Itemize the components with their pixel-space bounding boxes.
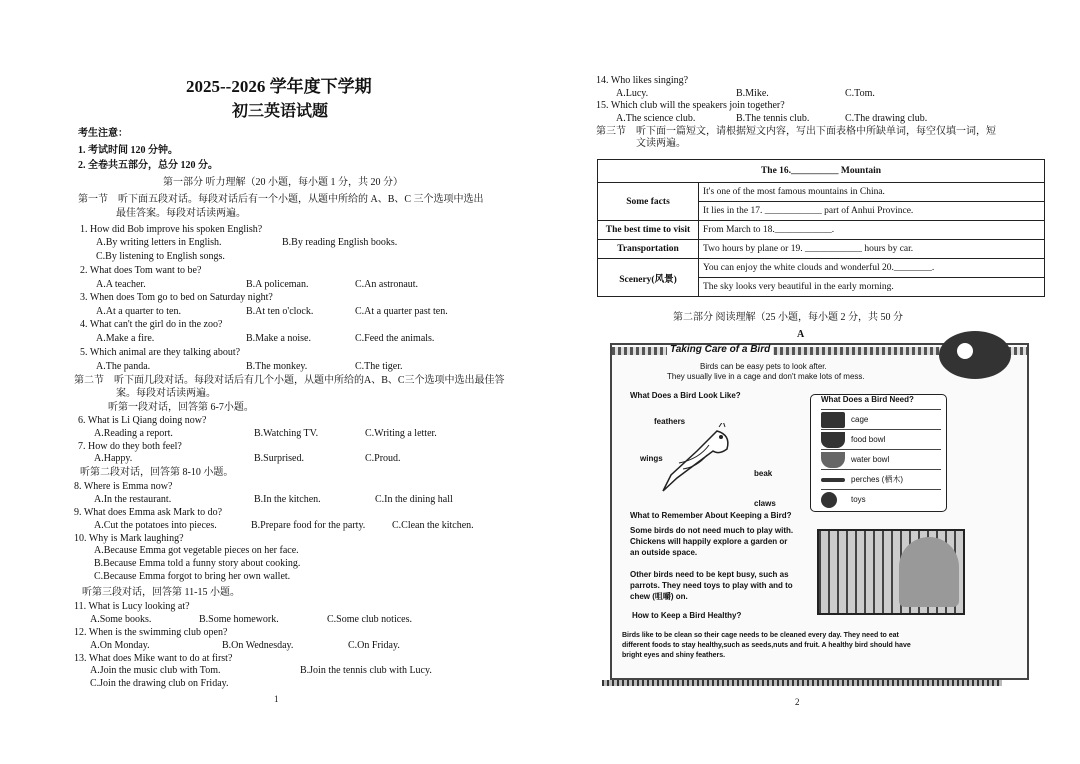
question: 11. What is Lucy looking at? xyxy=(74,601,190,612)
label-beak: beak xyxy=(754,469,773,478)
notice-item: 1. 考试时间 120 分钟。 xyxy=(78,145,178,156)
table-label: Scenery(风景) xyxy=(598,259,699,297)
parrot-illustration-icon xyxy=(657,423,737,493)
option: A.Lucy. xyxy=(616,88,649,99)
table-label: Transportation xyxy=(598,240,699,259)
remember-text: parrots. They need toys to play with and to xyxy=(630,581,793,590)
list-item xyxy=(821,469,941,490)
section-instructions: 最佳答案。每段对话读两遍。 xyxy=(116,208,246,219)
option: C.Clean the kitchen. xyxy=(392,520,474,531)
option: C.Writing a letter. xyxy=(365,428,437,439)
cage-icon xyxy=(821,412,845,428)
question: 12. When is the swimming club open? xyxy=(74,627,228,638)
label-feathers: feathers xyxy=(654,417,686,426)
question: 1. How did Bob improve his spoken English? xyxy=(80,224,263,235)
option: C.An astronaut. xyxy=(355,279,419,290)
option: C.Feed the animals. xyxy=(355,333,435,344)
remember-heading: What to Remember About Keeping a Bird? xyxy=(630,511,792,520)
option: A.Make a fire. xyxy=(96,333,155,344)
list-item xyxy=(821,429,941,450)
option: B.Some homework. xyxy=(199,614,279,625)
look-heading: What Does a Bird Look Like? xyxy=(630,391,741,400)
healthy-heading: How to Keep a Bird Healthy? xyxy=(632,611,742,620)
need-heading: What Does a Bird Need? xyxy=(821,395,914,404)
table-row xyxy=(598,240,1045,259)
question: 15. Which club will the speakers join together? xyxy=(596,100,785,111)
table-cell: You can enjoy the white clouds and wonderful 20.________. xyxy=(699,259,1045,278)
option: A.Happy. xyxy=(94,453,133,464)
table-cell: It lies in the 17. ____________ part of Anhui Province. xyxy=(699,202,1045,221)
question: 5. Which animal are they talking about? xyxy=(80,347,241,358)
option: A.On Monday. xyxy=(90,640,150,651)
need-label: toys xyxy=(851,495,866,504)
option: A.Reading a report. xyxy=(94,428,173,439)
table-row xyxy=(598,259,1045,278)
section-instructions: 文读两遍。 xyxy=(636,138,686,149)
option: C.By listening to English songs. xyxy=(96,251,225,262)
needs-panel xyxy=(810,394,947,512)
perch-icon xyxy=(821,478,845,482)
option: B.Because Emma told a funny story about cooking. xyxy=(94,558,301,569)
option: B.Make a noise. xyxy=(246,333,311,344)
option: B.Join the tennis club with Lucy. xyxy=(300,665,432,676)
question: 7. How do they both feel? xyxy=(78,441,182,452)
section-instructions: 第三节 听下面一篇短文，请根据短文内容，写出下面表格中所缺单词，每空仅填一词，短 xyxy=(596,126,996,137)
need-label: water bowl xyxy=(851,455,890,464)
option: C.The drawing club. xyxy=(845,113,928,124)
list-item xyxy=(821,449,941,470)
question: 10. Why is Mark laughing? xyxy=(74,533,184,544)
option: B.By reading English books. xyxy=(282,237,398,248)
option: A.Join the music club with Tom. xyxy=(90,665,221,676)
table-cell: It's one of the most famous mountains in China. xyxy=(699,183,1045,202)
table-cell: The sky looks very beautiful in the early morning. xyxy=(699,278,1045,297)
list-item xyxy=(821,409,941,430)
bird-care-poster xyxy=(610,343,1029,680)
passage-letter: A xyxy=(797,329,805,340)
remember-text: Chickens will happily explore a garden or xyxy=(630,537,788,546)
option: B.The monkey. xyxy=(246,361,308,372)
section-instructions: 案。每段对话读两遍。 xyxy=(116,388,216,399)
question: 2. What does Tom want to be? xyxy=(80,265,202,276)
poster-title: Taking Care of a Bird xyxy=(667,345,773,355)
question: 9. What does Emma ask Mark to do? xyxy=(74,507,223,518)
option: B.Surprised. xyxy=(254,453,304,464)
table-label: The best time to visit xyxy=(598,221,699,240)
question: 13. What does Mike want to do at first? xyxy=(74,653,233,664)
option: A.By writing letters in English. xyxy=(96,237,222,248)
option: B.Mike. xyxy=(736,88,769,99)
facts-table xyxy=(597,159,1045,297)
option: B.In the kitchen. xyxy=(254,494,321,505)
option: A.In the restaurant. xyxy=(94,494,172,505)
question: 6. What is Li Qiang doing now? xyxy=(78,415,207,426)
option: C.The tiger. xyxy=(355,361,403,372)
dialogue-heading: 听第二段对话，回答第 8-10 小题。 xyxy=(80,467,234,478)
part1-title: 第一部分 听力理解（20 小题，每小题 1 分，共 20 分） xyxy=(163,177,403,188)
option: A.Cut the potatoes into pieces. xyxy=(94,520,217,531)
label-claws: claws xyxy=(754,499,776,508)
section-instructions: 第二节 听下面几段对话。每段对话后有几个小题，从题中所给的A、B、C三个选项中选出最佳答 xyxy=(74,375,505,386)
question: 3. When does Tom go to bed on Saturday night? xyxy=(80,292,273,303)
option: B.Watching TV. xyxy=(254,428,319,439)
exam-page-2 xyxy=(540,0,1080,764)
option: A.Some books. xyxy=(90,614,152,625)
list-item xyxy=(821,489,941,510)
question: 8. Where is Emma now? xyxy=(74,481,173,492)
option: B.The tennis club. xyxy=(736,113,810,124)
page-number: 1 xyxy=(274,694,279,704)
remember-text: Some birds do not need much to play with. xyxy=(630,526,794,535)
need-label: perches (栖木) xyxy=(851,475,904,484)
section-instructions: 第一节 听下面五段对话。每段对话后有一个小题，从题中所给的 A、B、C 三个选项中选出 xyxy=(78,194,484,205)
option: C.At a quarter past ten. xyxy=(355,306,448,317)
girl-with-birdcage-photo xyxy=(817,529,965,615)
option: C.In the dining hall xyxy=(375,494,453,505)
notice-item: 2. 全卷共五部分，总分 120 分。 xyxy=(78,160,218,171)
need-label: food bowl xyxy=(851,435,886,444)
table-row xyxy=(598,183,1045,202)
dialogue-heading: 听第三段对话，回答第 11-15 小题。 xyxy=(82,587,240,598)
question: 14. Who likes singing? xyxy=(596,75,689,86)
option: C.On Friday. xyxy=(348,640,400,651)
table-cell: From March to 18.____________. xyxy=(699,221,1045,240)
healthy-text: bright eyes and shiny feathers. xyxy=(622,652,726,659)
notice-title: 考生注意： xyxy=(78,128,128,139)
option: B.At ten o'clock. xyxy=(246,306,314,317)
exam-title: 2025--2026 学年度下学期 xyxy=(186,77,372,96)
table-cell: Two hours by plane or 19. ____________ hours by car. xyxy=(699,240,1045,259)
water-bowl-icon xyxy=(821,452,845,468)
food-bowl-icon xyxy=(821,432,845,448)
option: C.Join the drawing club on Friday. xyxy=(90,678,229,689)
table-header: The 16.__________ Mountain xyxy=(598,160,1045,183)
toys-icon xyxy=(821,492,837,508)
table-row xyxy=(598,221,1045,240)
part2-title: 第二部分 阅读理解（25 小题，每小题 2 分，共 50 分 xyxy=(673,312,903,323)
remember-text: an outside space. xyxy=(630,548,698,557)
remember-text: Other birds need to be kept busy, such as xyxy=(630,570,789,579)
page-number: 2 xyxy=(795,697,800,707)
poster-intro: They usually live in a cage and don't make lots of mess. xyxy=(667,372,865,381)
need-label: cage xyxy=(851,415,869,424)
healthy-text: Birds like to be clean so their cage needs to be cleaned every day. They need to eat xyxy=(622,632,899,639)
dialogue-heading: 听第一段对话，回答第 6-7小题。 xyxy=(108,402,254,413)
parrot-logo-icon xyxy=(939,331,1011,379)
poster-intro: Birds can be easy pets to look after. xyxy=(700,362,827,371)
healthy-text: different foods to stay healthy,such as seeds,nuts and fruit. A healthy bird should have xyxy=(622,642,911,649)
option: B.On Wednesday. xyxy=(222,640,294,651)
option: A.A teacher. xyxy=(96,279,146,290)
option: C.Because Emma forgot to bring her own wallet. xyxy=(94,571,291,582)
option: C.Some club notices. xyxy=(327,614,412,625)
option: A.The panda. xyxy=(96,361,151,372)
label-wings: wings xyxy=(640,454,663,463)
option: C.Tom. xyxy=(845,88,875,99)
option: A.At a quarter to ten. xyxy=(96,306,181,317)
option: C.Proud. xyxy=(365,453,401,464)
table-row xyxy=(598,160,1045,183)
table-label: Some facts xyxy=(598,183,699,221)
option: B.Prepare food for the party. xyxy=(251,520,366,531)
question: 4. What can't the girl do in the zoo? xyxy=(80,319,223,330)
option: A.Because Emma got vegetable pieces on her face. xyxy=(94,545,299,556)
remember-text: chew (咀嚼) on. xyxy=(630,592,688,601)
exam-subtitle: 初三英语试题 xyxy=(232,103,329,120)
decorative-band xyxy=(602,680,1002,686)
option: A.The science club. xyxy=(616,113,696,124)
option: B.A policeman. xyxy=(246,279,309,290)
